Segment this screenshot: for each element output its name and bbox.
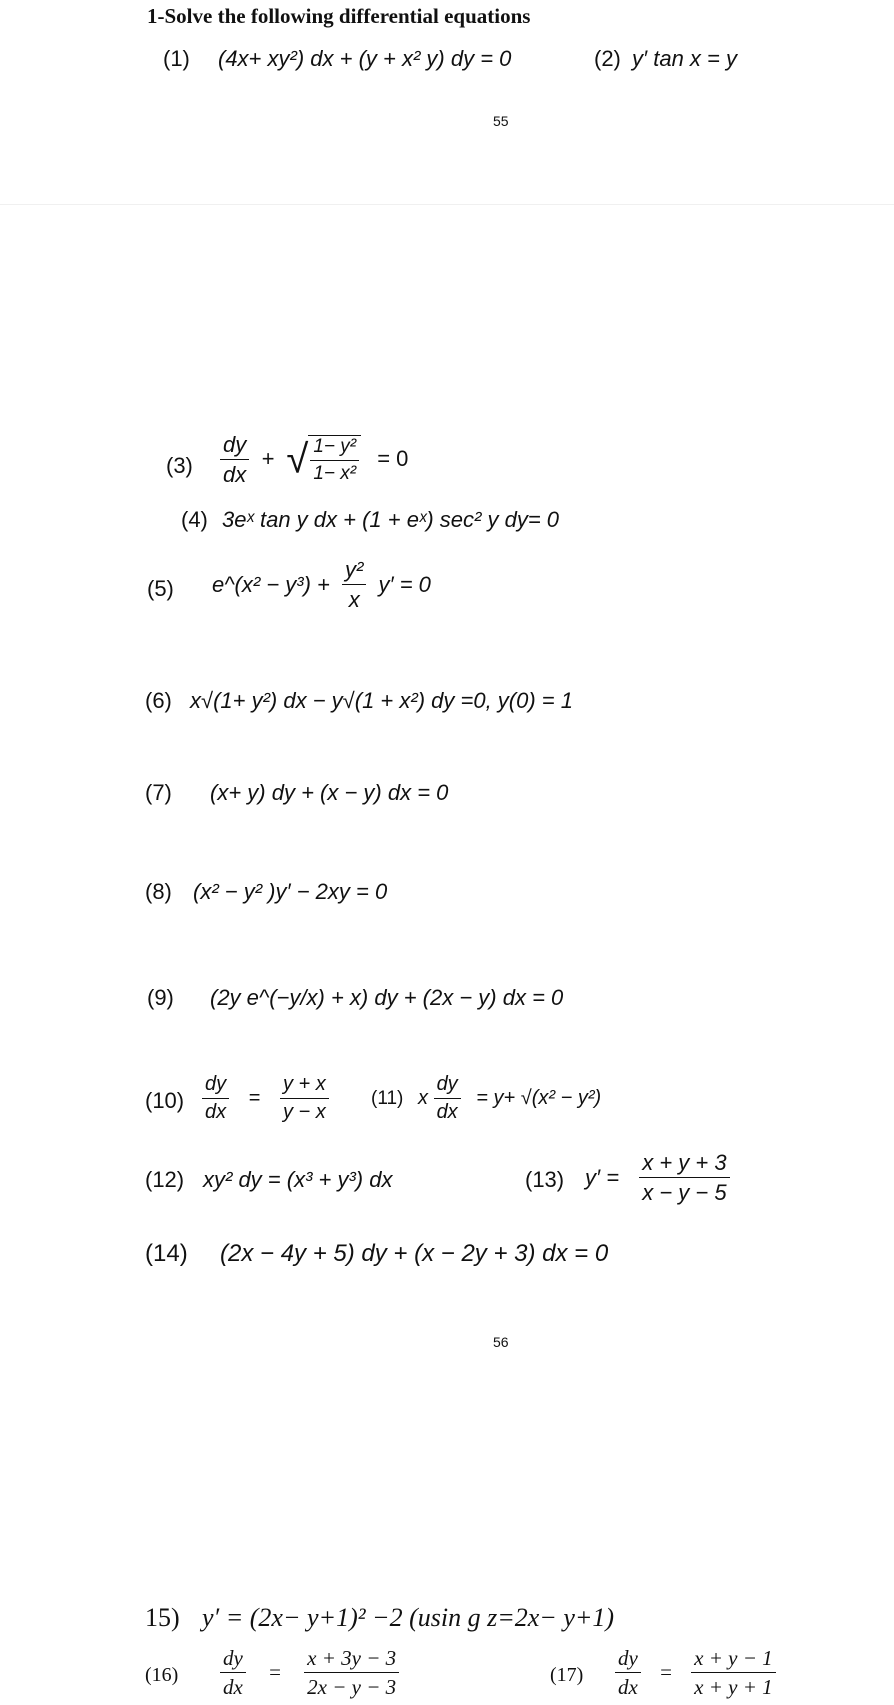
page-number-55: 55: [493, 113, 509, 129]
eq11-rhs: = y+ √(x² − y²): [476, 1087, 602, 1109]
eq3-radicand-numerator: 1− y²: [313, 435, 357, 457]
eq13-expression: [585, 1150, 730, 1206]
eq2-expression: y′ tan x = y: [632, 46, 738, 71]
eq13-label: (13): [525, 1167, 565, 1192]
eq11-denominator: dx: [436, 1101, 458, 1123]
eq13-rhs-denominator: x − y − 5: [642, 1180, 727, 1206]
eq4-expression: 3eˣ tan y dx + (1 + eˣ) sec² y dy= 0: [222, 507, 560, 532]
eq17-rhs-numerator: x + y − 1: [694, 1646, 773, 1670]
eq7-label: (7): [145, 780, 172, 805]
eq13-rhs-numerator: x + y + 3: [642, 1150, 727, 1175]
eq5-denominator: x: [348, 587, 360, 613]
page-heading: 1-Solve the following differential equations: [147, 4, 531, 28]
eq17-denominator: dx: [618, 1675, 638, 1700]
eq16-equals: =: [269, 1660, 281, 1685]
eq10-numerator: dy: [205, 1073, 227, 1095]
eq15-expression: y′ = (2x− y+1)² −2 (usin g z=2x− y+1): [202, 1603, 615, 1632]
eq7-expression: (x+ y) dy + (x − y) dx = 0: [210, 780, 449, 805]
eq14-label: (14): [145, 1240, 188, 1267]
eq8-expression: (x² − y² )y′ − 2xy = 0: [193, 879, 388, 904]
eq17-numerator: dy: [618, 1646, 638, 1670]
eq3-radicand-denominator: 1− x²: [313, 462, 357, 484]
eq11-numerator: dy: [436, 1073, 458, 1095]
eq13-lhs: y′ =: [585, 1164, 620, 1190]
eq16-rhs-denominator: 2x − y − 3: [307, 1675, 397, 1700]
eq3-rhs: = 0: [377, 445, 409, 471]
eq12-label: (12): [145, 1167, 185, 1192]
eq16-denominator: dx: [223, 1675, 243, 1700]
eq3-numerator: dy: [223, 432, 247, 457]
page-number-56: 56: [493, 1334, 509, 1350]
eq10-denominator: dx: [205, 1101, 227, 1123]
eq10-rhs-denominator: y − x: [282, 1101, 326, 1123]
eq16-label: (16): [145, 1664, 179, 1686]
eq2-label: (2): [594, 46, 621, 71]
eq17-rhs-denominator: x + y + 1: [694, 1675, 773, 1700]
eq5-lhs: e^(x² − y³) +: [212, 571, 330, 597]
eq3-label: (3): [166, 453, 193, 478]
eq9-expression: (2y e^(−y/x) + x) dy + (2x − y) dx = 0: [210, 985, 564, 1010]
eq11-label: (11): [371, 1088, 404, 1109]
eq16-rhs-numerator: x + 3y − 3: [307, 1646, 397, 1670]
eq16-expression: [220, 1646, 399, 1699]
eq1-expression: (4x+ xy²) dx + (y + x² y) dy = 0: [218, 46, 512, 71]
eq3-plus: +: [261, 445, 275, 471]
eq16-numerator: dy: [223, 1646, 243, 1670]
eq11-prefix: x: [418, 1087, 428, 1109]
eq15-label: 15): [145, 1603, 180, 1632]
eq10-expression: [202, 1073, 329, 1124]
eq14-expression: (2x − 4y + 5) dy + (x − 2y + 3) dx = 0: [220, 1240, 609, 1267]
eq5-expression: [212, 557, 431, 613]
eq10-label: (10): [145, 1088, 185, 1113]
eq3-expression: [220, 432, 408, 488]
eq10-equals: =: [248, 1087, 261, 1109]
eq5-rhs: y′ = 0: [378, 571, 431, 597]
eq4-label: (4): [181, 507, 208, 532]
eq17-label: (17): [550, 1664, 584, 1686]
eq5-label: (5): [147, 576, 174, 601]
eq6-label: (6): [145, 688, 172, 713]
eq1-label: (1): [163, 46, 190, 71]
eq17-expression: [615, 1646, 776, 1699]
eq8-label: (8): [145, 879, 172, 904]
eq6-expression: x√(1+ y²) dx − y√(1 + x²) dy =0, y(0) = 1: [190, 688, 573, 713]
eq10-rhs-numerator: y + x: [282, 1073, 326, 1095]
eq9-label: (9): [147, 985, 174, 1010]
eq3-denominator: dx: [223, 462, 247, 488]
eq12-expression: xy² dy = (x³ + y³) dx: [203, 1167, 393, 1192]
eq11-expression: [418, 1073, 601, 1124]
page-divider: [0, 204, 894, 205]
eq5-numerator: y²: [345, 557, 364, 582]
eq17-equals: =: [660, 1660, 672, 1685]
radical-sign: √: [286, 437, 309, 482]
